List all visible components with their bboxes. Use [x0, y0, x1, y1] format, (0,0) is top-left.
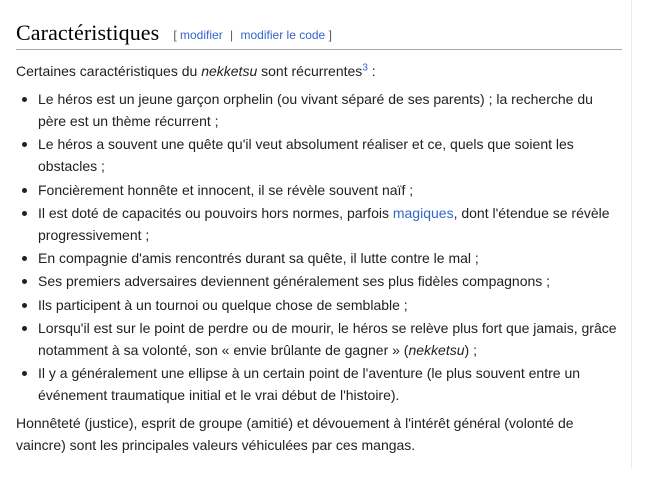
section-title: Caractéristiques: [16, 20, 160, 45]
edit-bracket-open: [: [173, 28, 177, 42]
edit-source-link[interactable]: modifier le code: [240, 28, 326, 42]
characteristics-list: [16, 88, 622, 406]
list-item: En compagnie d'amis rencontrés durant sa quête, il lutte contre le mal ;: [38, 247, 622, 269]
intro-term: nekketsu: [201, 63, 258, 79]
list-item: Il y a généralement une ellipse à un certain point de l'aventure (le plus souvent entre un événement traumatique initial et le vrai début de l'histoire).: [38, 362, 622, 406]
intro-text-before: Certaines caractéristiques du: [16, 63, 202, 79]
list-item-text: Il est doté de capacités ou pouvoirs hors normes, parfois: [38, 204, 393, 221]
list-item: Le héros a souvent une quête qu'il veut absolument réaliser et ce, quels que soient les obstacles ;: [38, 133, 622, 177]
article-content: [16, 0, 622, 456]
outro-paragraph: Honnêteté (justice), esprit de groupe (amitié) et dévouement à l'intérêt général (volonté de vaincre) sont les principales valeurs véhiculées par ces mangas.: [16, 415, 574, 454]
list-item: Ses premiers adversaires deviennent généralement ses plus fidèles compagnons ;: [38, 270, 622, 292]
edit-link[interactable]: modifier: [180, 28, 223, 42]
intro-text-after: sont récurrentes: [257, 63, 363, 79]
intro-text-end: :: [367, 63, 376, 79]
content-border: [631, 0, 632, 468]
section-heading: [16, 0, 622, 50]
intro-paragraph: [16, 60, 622, 82]
list-item: [38, 317, 622, 361]
list-item: Foncièrement honnête et innocent, il se révèle souvent naïf ;: [38, 179, 622, 201]
list-item: Le héros est un jeune garçon orphelin (ou vivant séparé de ses parents) ; la recherche du père est un thème récurrent ;: [38, 88, 622, 132]
list-item-text: ) ;: [464, 342, 477, 359]
edit-bracket-close: ]: [328, 28, 332, 42]
list-item-text: , dont l'étendue se révèle progressivement ;: [38, 204, 610, 243]
edit-section-links: [173, 26, 332, 44]
list-item: [38, 202, 622, 246]
magiques-link[interactable]: magiques: [392, 204, 454, 221]
reference-link[interactable]: 3: [362, 62, 368, 74]
edit-separator: |: [230, 28, 234, 42]
list-item-text: Lorsqu'il est sur le point de perdre ou de mourir, le héros se relève plus fort que jamais, grâce notamment à sa volonté, son « envie brûlante de gagner » (: [38, 320, 617, 359]
list-item: Ils participent à un tournoi ou quelque chose de semblable ;: [38, 294, 622, 316]
nekketsu-term: nekketsu: [408, 342, 465, 359]
